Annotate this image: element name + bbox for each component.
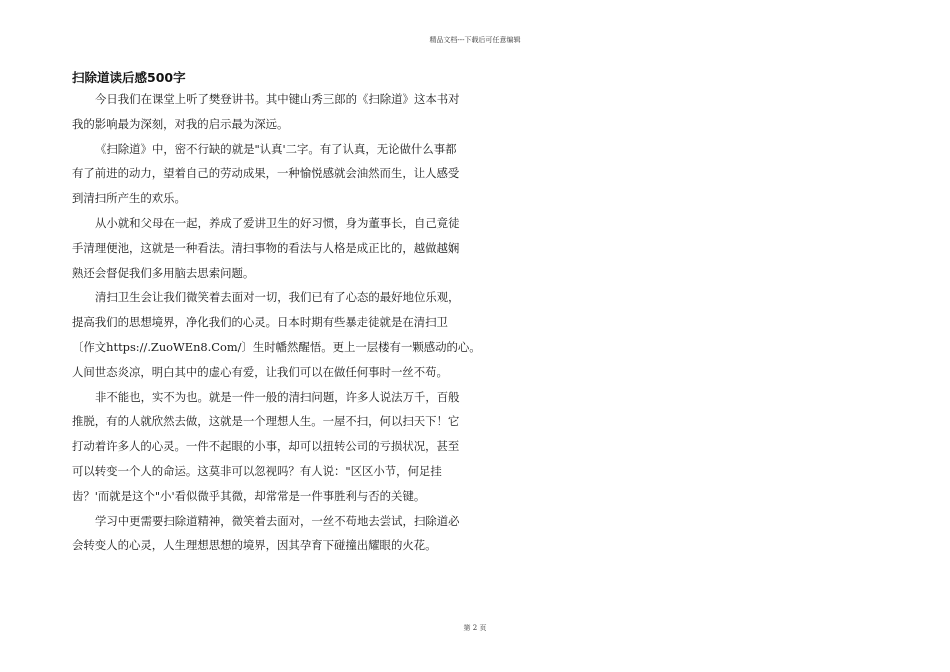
text-line: 可以转变一个人的命运。这莫非可以忽视吗？有人说："区区小节，何足挂 — [72, 463, 442, 478]
page-header: 精品文档---下载后可任意编辑 — [429, 36, 521, 44]
text-line: 非不能也，实不为也。就是一件一般的清扫问题，许多人说法万千，百般 — [95, 389, 460, 404]
document-body — [72, 87, 481, 558]
text-line: 会转变人的心灵，人生理想思想的境界，因其孕育下碰撞出耀眼的火花。 — [72, 538, 437, 553]
page-number: 第 2 页 — [463, 624, 487, 632]
text-line: 到清扫所产生的欢乐。 — [72, 191, 186, 206]
text-line: 清扫卫生会让我们微笑着去面对一切，我们已有了心态的最好地位乐观， — [95, 290, 460, 305]
text-line: 提高我们的思想境界，净化我们的心灵。日本时期有些暴走徒就是在清扫卫 — [72, 315, 448, 330]
text-line: 人间世态炎凉，明白其中的虚心有爱，让我们可以在做任何事时一丝不苟。 — [72, 364, 448, 379]
text-line: 熟还会督促我们多用脑去思索问题。 — [72, 265, 255, 280]
text-line: 推脱，有的人就欣然去做，这就是一个理想人生。一屋不扫，何以扫天下！它 — [72, 414, 460, 429]
text-line: 学习中更需要扫除道精神，微笑着去面对，一丝不苟地去尝试，扫除道必 — [95, 513, 460, 528]
text-line: 有了前进的动力，望着自己的劳动成果，一种愉悦感就会油然而生，让人感受 — [72, 166, 460, 181]
text-line: 从小就和父母在一起，养成了爱讲卫生的好习惯，身为董事长，自己竟徒 — [95, 215, 460, 230]
text-line: 我的影响最为深刻，对我的启示最为深远。 — [72, 116, 289, 131]
text-line: 《扫除道》中，密不行缺的就是"认真'二字。有了认真，无论做什么事都 — [95, 141, 457, 156]
text-line: 手清理便池，这就是一种看法。清扫事物的看法与人格是成正比的，越做越娴 — [72, 240, 460, 255]
text-line: 齿？'而就是这个"小'看似微乎其微，却常常是一件事胜利与否的关键。 — [72, 488, 426, 503]
text-line: 〔作文https://.ZuoWEn8.Com/〕生时幡然醒悟。更上一层楼有一颗感动的心。 — [72, 339, 481, 354]
text-line: 打动着许多人的心灵。一件不起眼的小事，却可以扭转公司的亏损状况，甚至 — [72, 439, 460, 454]
document-title: 扫除道读后感500字 — [72, 70, 186, 85]
text-line: 今日我们在课堂上听了樊登讲书。其中键山秀三郎的《扫除道》这本书对 — [95, 92, 460, 106]
